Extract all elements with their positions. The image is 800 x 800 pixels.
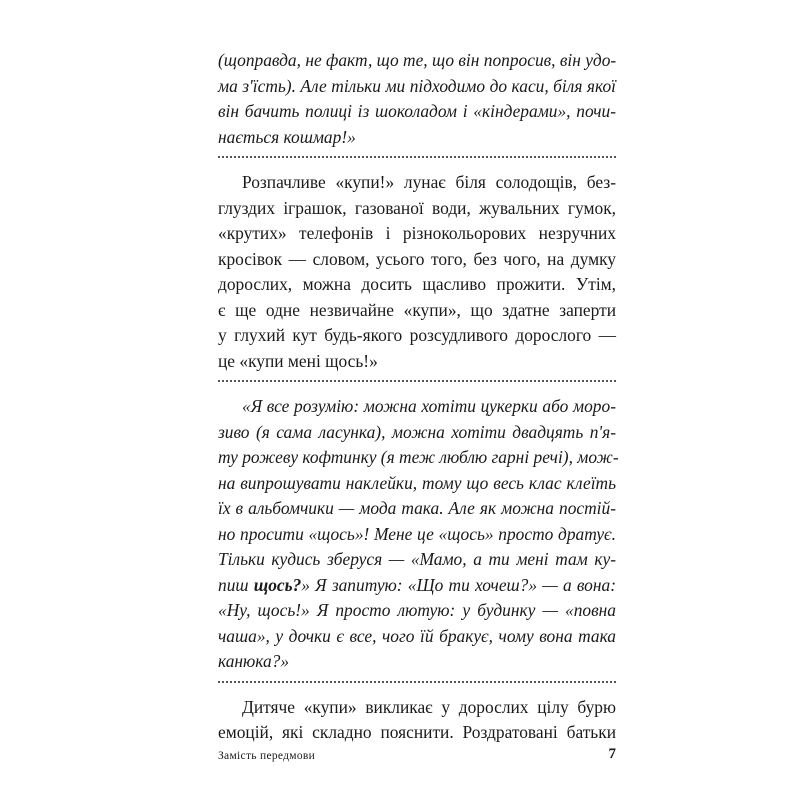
- paragraph-block-1: [218, 170, 616, 374]
- dotted-divider: [218, 156, 616, 158]
- running-footer-title: Замість передмови: [218, 750, 316, 762]
- paragraph-line: «крутих» телефонів і різнокольорових незручних: [218, 223, 616, 243]
- quote-line: ту рожеву кофтинку (я теж люблю гарні речі), мож-: [218, 447, 619, 467]
- bold-word: щось?: [253, 574, 302, 595]
- quote-line: на випрошувати наклейки, тому що весь клас клеїть: [218, 472, 616, 493]
- paragraph-line: дорослих, можна досить щасливо прожити. Утім,: [218, 274, 616, 294]
- quote-line: нається кошмар!»: [218, 126, 356, 147]
- page-body: [218, 48, 619, 752]
- quote-line: (щоправда, не факт, що те, що він попросив, він удо-: [218, 50, 617, 70]
- dotted-divider: [218, 380, 616, 382]
- dotted-divider: [218, 681, 616, 683]
- paragraph-line: Дитяче «купи» викликає у дорослих цілу бурю: [242, 696, 616, 717]
- paragraph-line: глуздих іграшок, газованої води, жувальних гумок,: [218, 197, 616, 218]
- quote-line: ма з'їсть). Але тільки ми підходимо до каси, біля якої: [218, 75, 616, 96]
- page-number: 7: [608, 746, 616, 762]
- quote-line: їх в альбомчики — мода така. Але як можна постій-: [218, 498, 616, 518]
- quote-line: «Ну, щось!» Я просто лютую: у будинку — «повна: [218, 600, 616, 620]
- quote-line: зиво (я сама ласунка), можна хотіти двадцять п'я-: [218, 421, 616, 442]
- paragraph-line: емоцій, які складно пояснити. Роздратовані батьки: [218, 722, 616, 742]
- paragraph-block-2: [218, 695, 616, 746]
- quote-line: він бачить полиці із шоколадом і «кіндерами», почи-: [218, 101, 616, 121]
- paragraph-line: Розпачливе «купи!» лунає біля солодощів, без-: [242, 172, 616, 192]
- quote-line: но просити «щось»! Мене це «щось» просто дратує.: [218, 523, 616, 544]
- paragraph-line: кросівок — словом, усього того, без чого, на думку: [218, 248, 616, 269]
- quote-text: пиш: [218, 574, 254, 595]
- quote-line-with-bold: [218, 573, 616, 599]
- paragraph-line: є ще одне незвичайне «купи», що здатне заперти: [218, 299, 616, 320]
- quote-line: канюка?»: [218, 651, 290, 671]
- quote-text: » Я запитую: «Що ти хочеш?» — а вона:: [301, 574, 616, 595]
- quote-line: «Я все розумію: можна хотіти цукерки або моро-: [242, 396, 616, 416]
- quote-line: Тільки кудись зберуся — «Мамо, а ти мені там ку-: [218, 549, 616, 569]
- paragraph-line: у глухий кут будь-якого розсудливого дорослого —: [218, 325, 616, 345]
- paragraph-line: це «купи мені щось!»: [218, 350, 378, 371]
- quote-block-2: [218, 394, 619, 675]
- quote-line: чаша», у дочки є все, чого їй бракує, чому вона така: [218, 625, 616, 646]
- page-footer: [218, 746, 616, 766]
- quote-block-1: [218, 48, 616, 150]
